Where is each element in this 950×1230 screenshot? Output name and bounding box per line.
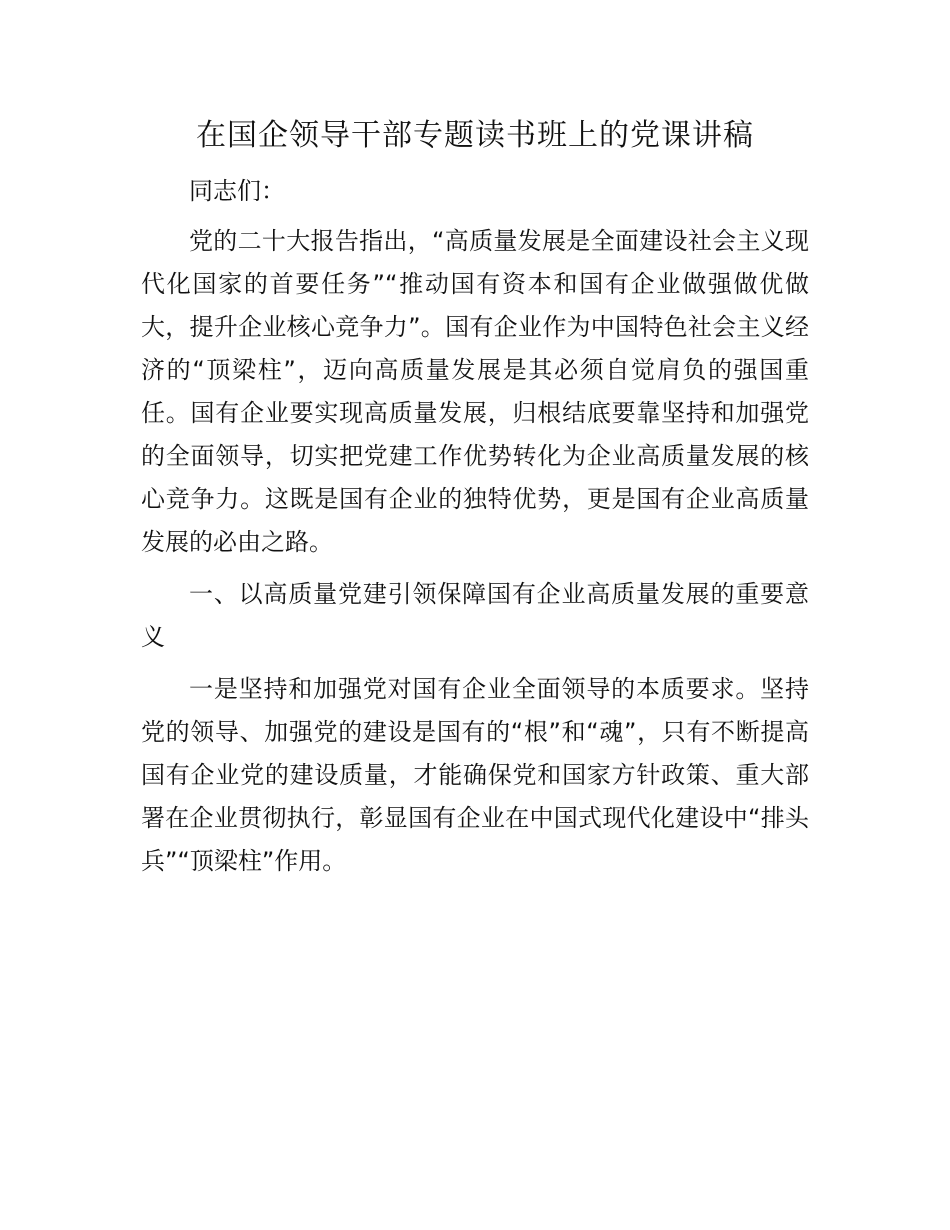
document-title: 在国企领导干部专题读书班上的党课讲稿 (196, 118, 754, 153)
section-heading-1: 一、以高质量党建引领保障国有企业高质量发展的重要意义 (141, 580, 809, 651)
paragraph-point-1: 一是坚持和加强党对国有企业全面领导的本质要求。坚持党的领导、加强党的建设是国有的“根”和“魂”，只有不断提高国有企业党的建设质量，才能确保党和国家方针政策、重大部署在企业贯彻执行，彰显国有企业在中国式现代化建设中“排头兵”“顶梁柱”作用。 (141, 675, 809, 875)
paragraph-intro: 党的二十大报告指出，“高质量发展是全面建设社会主义现代化国家的首要任务”“推动国有资本和国有企业做强做优做大，提升企业核心竞争力”。国有企业作为中国特色社会主义经济的“顶梁柱”，迈向高质量发展是其必须自觉肩负的强国重任。国有企业要实现高质量发展，归根结底要靠坚持和加强党的全面领导，切实把党建工作优势转化为企业高质量发展的核心竞争力。这既是国有企业的独特优势，更是国有企业高质量发展的必由之路。 (141, 227, 809, 556)
salutation: 同志们： (189, 177, 285, 205)
document-body (141, 170, 809, 892)
